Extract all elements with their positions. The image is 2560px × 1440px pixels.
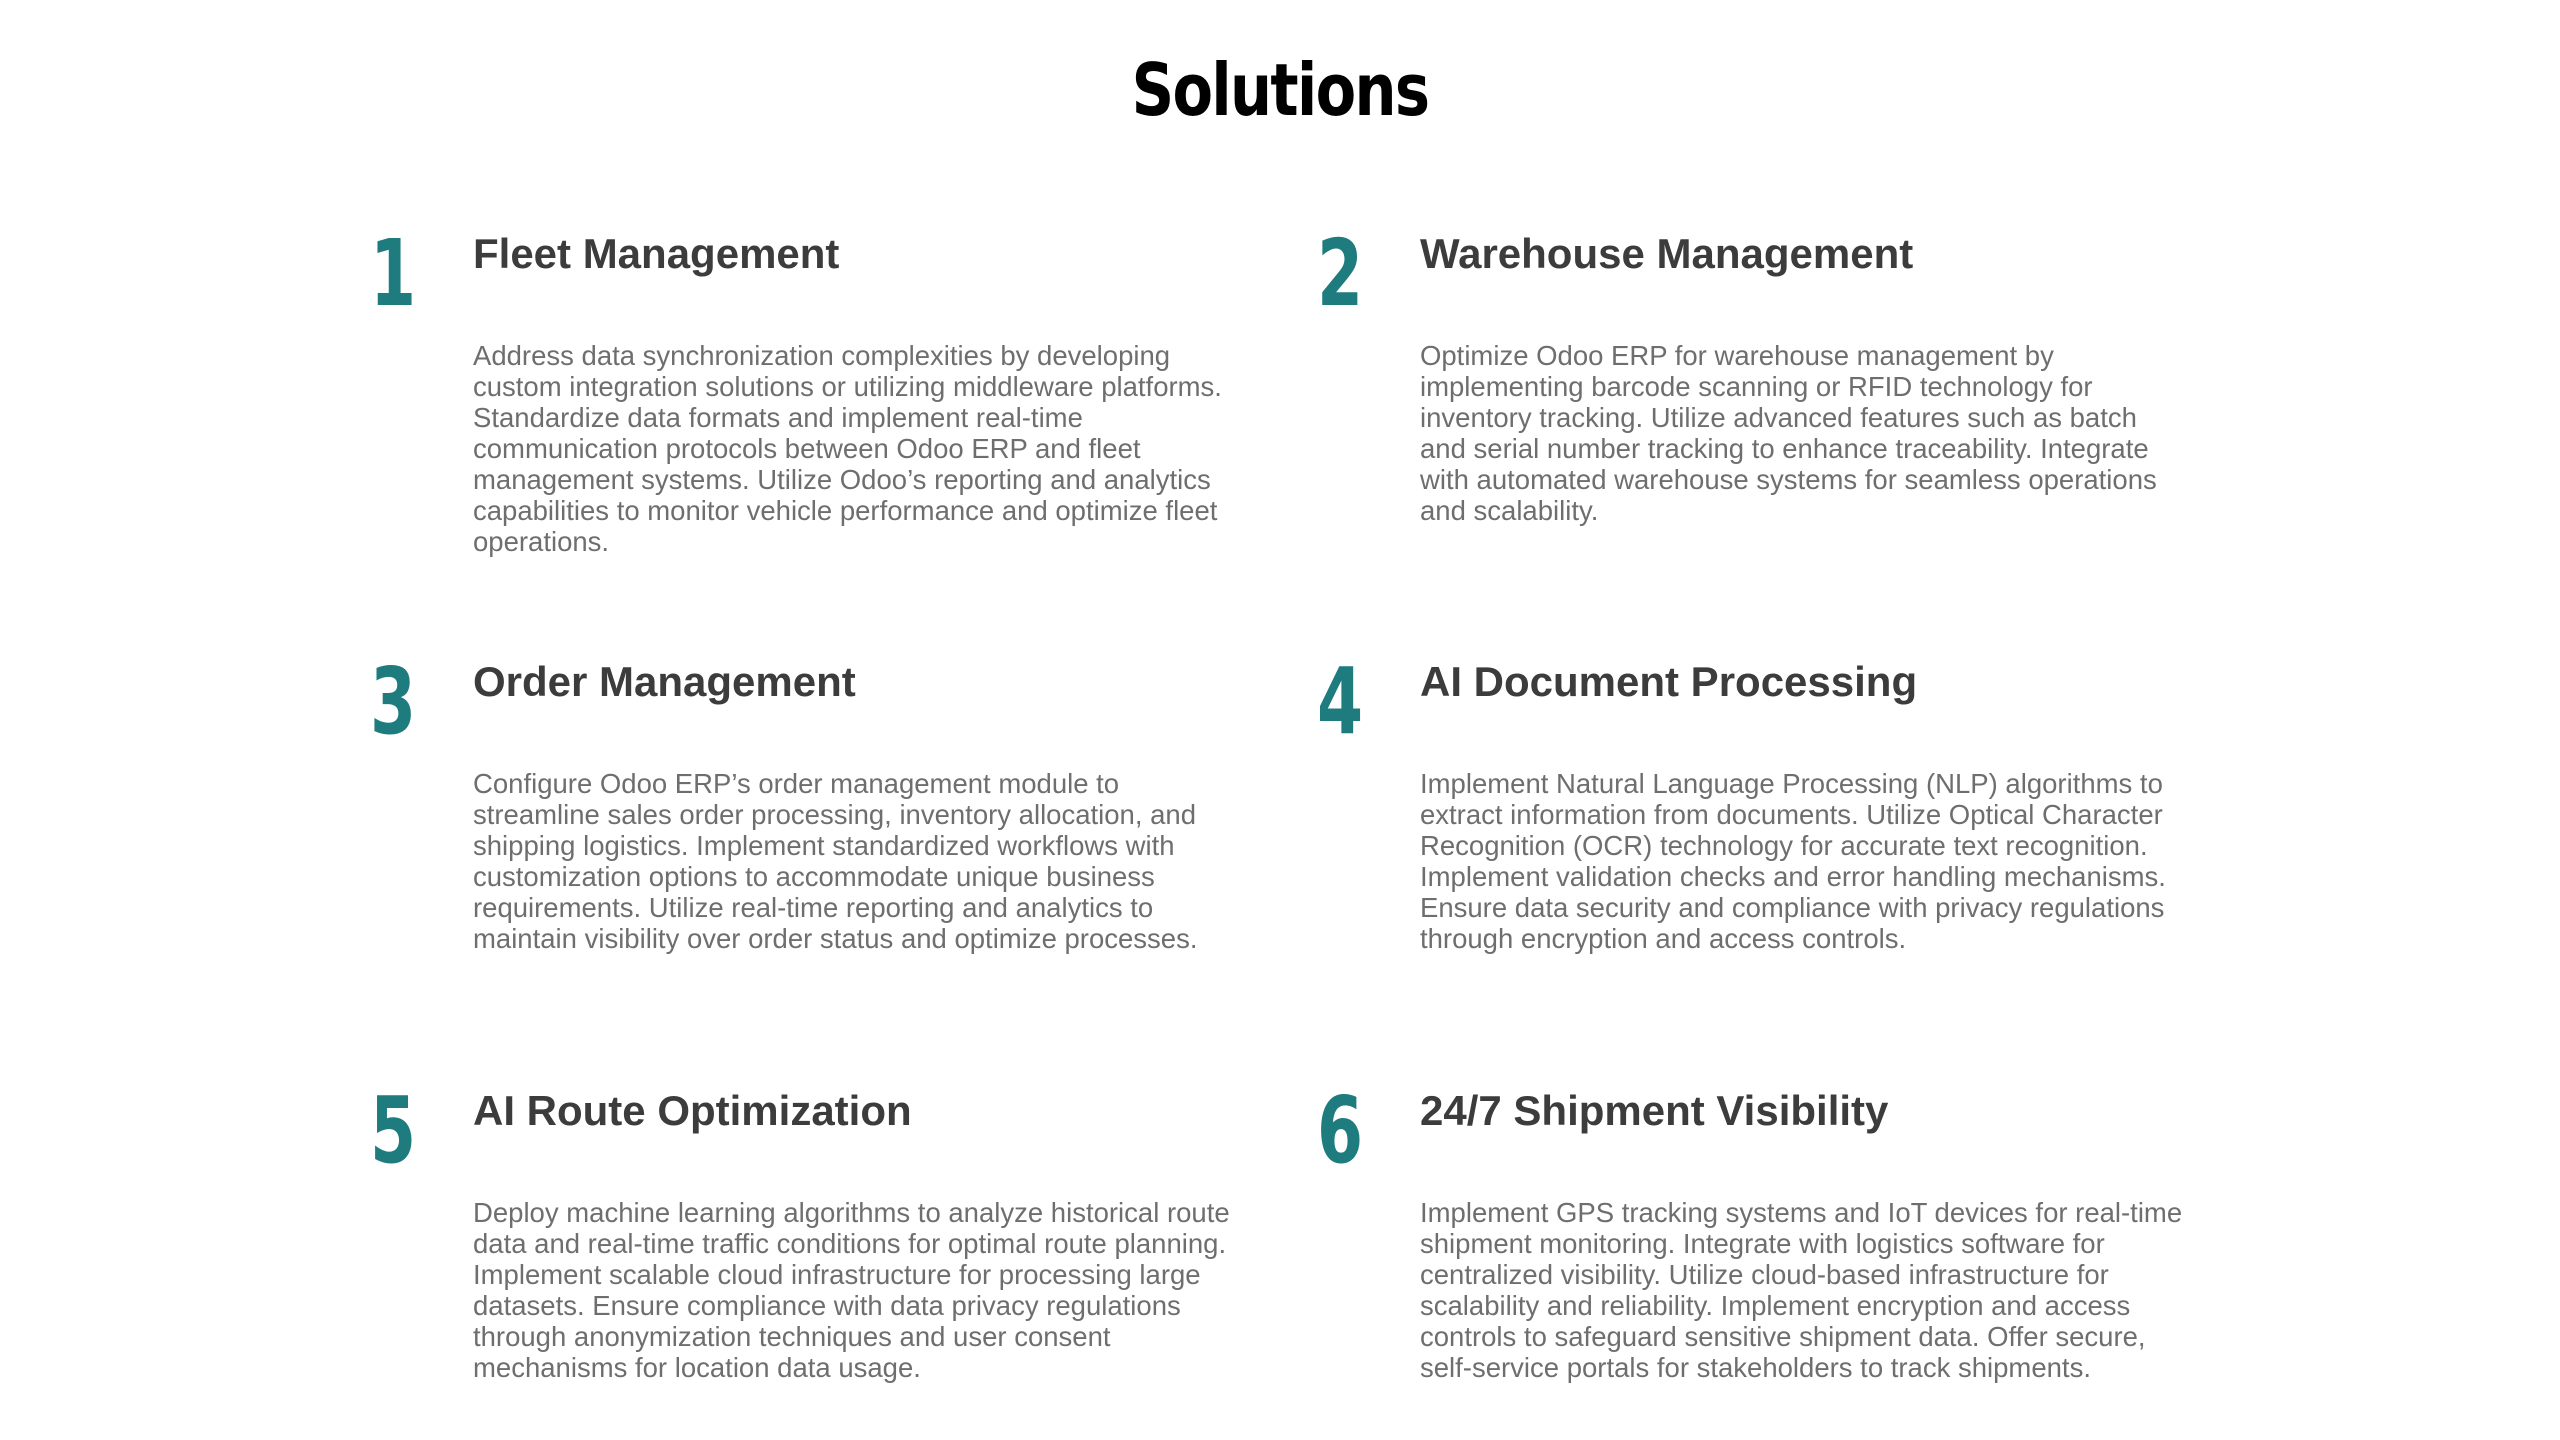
solution-title: AI Route Optimization	[473, 1087, 912, 1134]
solution-description: Configure Odoo ERP’s order management module to streamline sales order processing, inventory allocation, and shipping logistics. Implement standardized workflows with customization options to accommodate unique business requirements. Utilize real-time reporting and analytics to maintain visibility over order status and optimize processes.	[473, 768, 1198, 954]
page-title: Solutions	[1131, 48, 1429, 132]
solution-description: Implement Natural Language Processing (NLP) algorithms to extract information from documents. Utilize Optical Character Recognition (OCR) technology for accurate text recognition. Implement validation checks and error handling mechanisms. Ensure data security and compliance with privacy regulations through encryption and access controls.	[1420, 768, 2166, 954]
solution-number: 1	[370, 220, 417, 327]
solution-title: 24/7 Shipment Visibility	[1420, 1087, 1889, 1134]
solution-number: 6	[1317, 1077, 1364, 1184]
solution-title: Fleet Management	[473, 230, 840, 277]
solution-description: Deploy machine learning algorithms to analyze historical route data and real-time traffic conditions for optimal route planning. Implement scalable cloud infrastructure for processing large datasets. Ensure compliance with data privacy regulations through anonymization techniques and user consent mechanisms for location data usage.	[473, 1197, 1230, 1383]
solution-title: Order Management	[473, 658, 856, 705]
solution-description: Implement GPS tracking systems and IoT devices for real-time shipment monitoring. Integrate with logistics software for centralized visibility. Utilize cloud-based infrastructure for scalability and reliability. Implement encryption and access controls to safeguard sensitive shipment data. Offer secure, self-service portals for stakeholders to track shipments.	[1420, 1197, 2183, 1383]
solution-number: 2	[1317, 220, 1364, 327]
solution-description: Optimize Odoo ERP for warehouse management by implementing barcode scanning or RFID technology for inventory tracking. Utilize advanced features such as batch and serial number tracking to enhance traceability. Integrate with automated warehouse systems for seamless operations and scalability.	[1420, 340, 2157, 526]
solution-number: 5	[370, 1077, 417, 1184]
solution-description: Address data synchronization complexities by developing custom integration solutions or utilizing middleware platforms. Standardize data formats and implement real-time communication protocols between Odoo ERP and fleet management systems. Utilize Odoo’s reporting and analytics capabilities to monitor vehicle performance and optimize fleet operations.	[473, 340, 1222, 557]
solution-number: 3	[370, 648, 417, 755]
solution-title: Warehouse Management	[1420, 230, 1914, 277]
solution-title: AI Document Processing	[1420, 658, 1918, 705]
solution-number: 4	[1317, 648, 1364, 755]
